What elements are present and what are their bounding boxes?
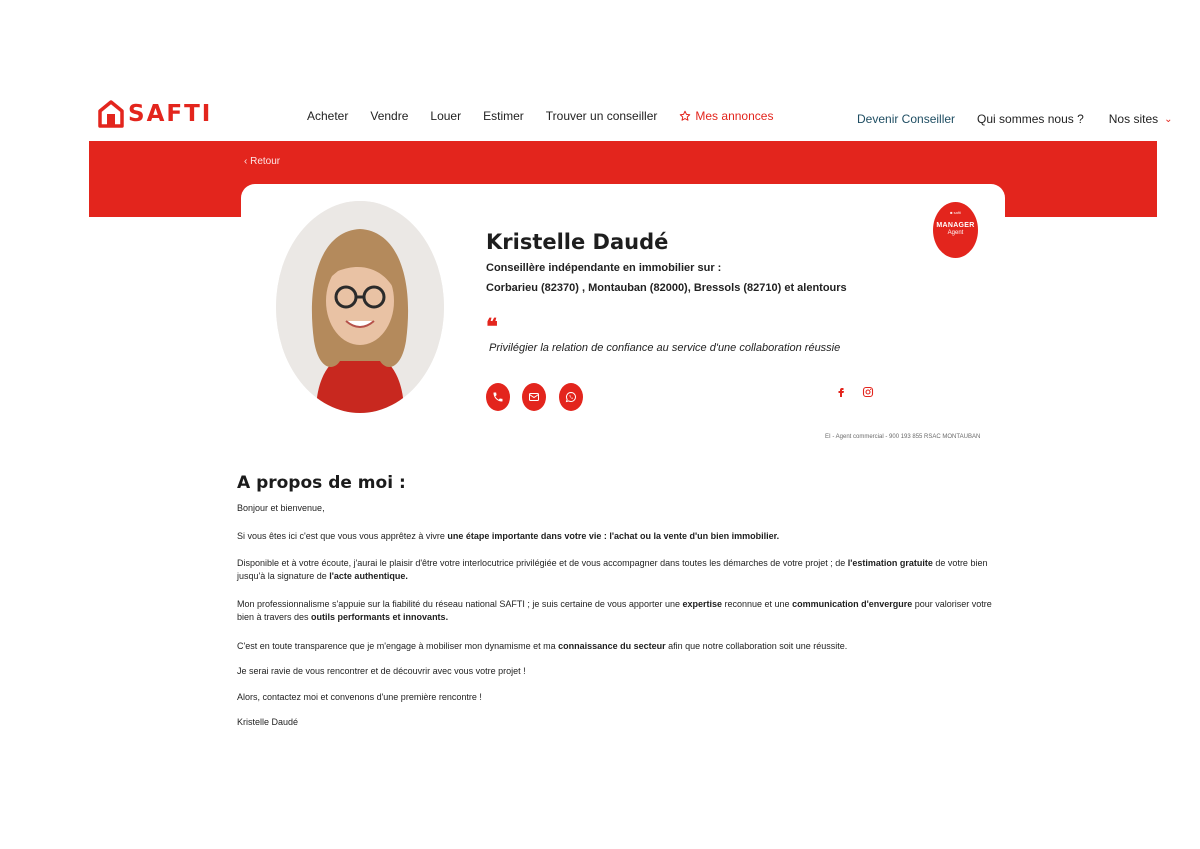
nav-estimer[interactable]: Estimer [483,109,524,123]
nav-devenir-conseiller[interactable]: Devenir Conseiller [857,112,956,126]
about-paragraph-5: Je serai ravie de vous rencontrer et de découvrir avec vous votre projet ! [237,666,526,676]
secondary-nav [857,112,1173,126]
brand-name: SAFTI [128,101,213,127]
quote-icon: ❝ [486,314,498,340]
nav-nos-sites[interactable] [1109,112,1173,126]
back-link[interactable]: ‹ Retour [244,156,281,167]
whatsapp-button[interactable] [559,383,583,411]
whatsapp-icon [565,391,577,403]
nav-qui-sommes-nous[interactable]: Qui sommes nous ? [977,112,1084,126]
phone-icon [492,391,504,403]
nos-sites-label: Nos sites [1108,112,1159,126]
agent-role: Conseillère indépendante en immobilier sur : [486,262,722,274]
email-button[interactable] [522,383,546,411]
agent-name: Kristelle Daudé [486,230,669,254]
about-paragraph-3: Mon professionnalisme s'appuie sur la fiabilité du réseau national SAFTI ; je suis certaine de vous apporter une expertise reconnue et une communication d'envergure pour valoriser votre bien à travers des outils performants et innovants. [237,599,992,622]
about-paragraph-4: C'est en toute transparence que je m'engage à mobiliser mon dynamisme et ma connaissance du secteur afin que notre collaboration soit une réussite. [237,641,848,651]
about-paragraph-6: Alors, contactez moi et convenons d'une première rencontre ! [237,692,482,702]
nav-louer[interactable]: Louer [430,109,462,123]
agent-quote: Privilégier la relation de confiance au service d'une collaboration réussie [489,342,841,354]
profile-photo [276,201,444,413]
about-signature: Kristelle Daudé [237,717,299,727]
mes-annonces-label: Mes annonces [695,109,774,123]
nav-trouver-conseiller[interactable]: Trouver un conseiller [545,109,658,123]
about-greeting: Bonjour et bienvenue, [237,503,325,513]
facebook-icon[interactable] [835,386,847,398]
manager-badge [933,202,978,258]
nav-acheter[interactable]: Acheter [307,109,349,123]
portrait-illustration [276,201,444,413]
about-paragraph-1: Si vous êtes ici c'est que vous vous apprêtez à vivre une étape importante dans votre vie : l'achat ou la vente d'un bien immobilier. [237,531,780,541]
badge-brand: ■ safti [950,210,961,215]
chevron-down-icon: ⌄ [1164,113,1173,125]
instagram-icon[interactable] [862,386,874,398]
main-nav [307,109,795,123]
agent-area: Corbarieu (82370) , Montauban (82000), Bressols (82710) et alentours [486,282,847,294]
about-paragraph-2: Disponible et à votre écoute, j'aurai le plaisir d'être votre interlocutrice privilégiée et de vous accompagner dans toutes les démarches de votre projet ; de l'estimation gratuite de votre bien jusqu'à la signature de l'acte authentique. [237,558,988,581]
badge-title: MANAGER [936,222,975,229]
safti-logo[interactable] [98,100,212,128]
legal-mention: EI - Agent commercial - 900 193 855 RSAC MONTAUBAN [825,434,981,440]
house-logo-icon [98,100,124,128]
star-icon [679,110,691,122]
phone-button[interactable] [486,383,510,411]
nav-vendre[interactable]: Vendre [370,109,409,123]
badge-subtitle: Agent [947,230,964,236]
about-title: A propos de moi : [237,473,406,493]
nav-mes-annonces[interactable] [679,109,773,123]
mail-icon [528,391,540,403]
